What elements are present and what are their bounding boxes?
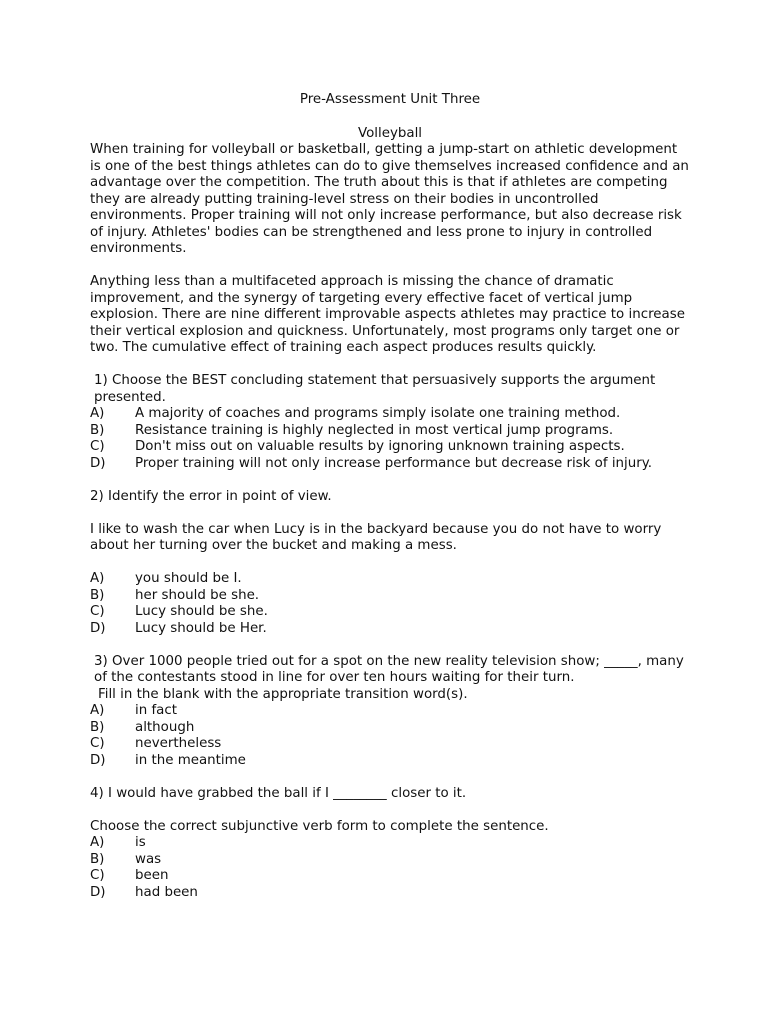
- option-text: nevertheless: [135, 736, 222, 751]
- option-text: Lucy should be she.: [135, 604, 268, 619]
- question-1-option-b: [90, 423, 690, 440]
- question-2-sentence: I like to wash the car when Lucy is in the backyard because you do not have to worry about her turning over the bucket and making a mess.: [90, 521, 662, 553]
- option-text: you should be I.: [135, 571, 242, 586]
- option-letter: A): [90, 835, 105, 850]
- question-2-option-a: [90, 571, 690, 588]
- question-1-option-c: [90, 439, 690, 456]
- option-text: Lucy should be Her.: [135, 620, 267, 636]
- option-letter: D): [90, 752, 106, 768]
- option-text: although: [135, 719, 195, 735]
- option-letter: D): [90, 620, 106, 636]
- document-content: [90, 92, 690, 901]
- option-letter: C): [90, 868, 105, 883]
- option-letter: B): [90, 422, 105, 438]
- question-3-option-d: [90, 753, 690, 770]
- question-4-option-d: [90, 885, 690, 902]
- passage-paragraph-2: Anything less than a multifaceted approach is missing the chance of dramatic improvement, and the synergy of targeting every effective facet of vertical jump explosion. There are nine different improvable aspects athletes may practice to increase their vertical explosion and quickness. Unfortunately, most programs only target one or two. The cumulative effect of training each aspect produces results quickly.: [90, 274, 685, 355]
- option-text: Proper training will not only increase performance but decrease risk of injury.: [135, 455, 653, 471]
- question-3-option-b: [90, 720, 690, 737]
- question-4-instruction: Choose the correct subjunctive verb form to complete the sentence.: [90, 818, 549, 834]
- option-text: her should be she.: [135, 587, 260, 603]
- option-letter: B): [90, 587, 105, 603]
- option-text: was: [135, 851, 162, 867]
- question-1-option-a: [90, 406, 690, 423]
- question-4-option-c: [90, 868, 690, 885]
- option-letter: C): [90, 604, 105, 619]
- option-letter: A): [90, 571, 105, 586]
- question-4-option-a: [90, 835, 690, 852]
- option-letter: A): [90, 703, 105, 718]
- option-letter: A): [90, 406, 105, 421]
- option-letter: D): [90, 455, 106, 471]
- page-title: Pre-Assessment Unit Three: [299, 92, 481, 107]
- option-text: in fact: [135, 703, 177, 718]
- option-text: in the meantime: [135, 752, 246, 768]
- passage-paragraph-1: When training for volleyball or basketball, getting a jump-start on athletic development is one of the best things athletes can do to give themselves increased confidence and an advantage over the competition. The truth about this is that if athletes are competing they are already putting training-level stress on their bodies in uncontrolled environments. Proper training will not only increase performance, but also decrease risk of injury. Athletes' bodies can be strengthened and less prone to injury in controlled environments.: [90, 142, 689, 256]
- question-4-prompt: 4) I would have grabbed the ball if I ________ closer to it.: [90, 785, 467, 801]
- question-2-option-c: [90, 604, 690, 621]
- option-letter: D): [90, 884, 106, 900]
- option-letter: C): [90, 736, 105, 751]
- question-4-option-b: [90, 852, 690, 869]
- option-text: Resistance training is highly neglected in most vertical jump programs.: [135, 422, 614, 438]
- option-text: A majority of coaches and programs simply isolate one training method.: [135, 406, 621, 421]
- passage-title: Volleyball: [357, 125, 423, 141]
- option-letter: B): [90, 719, 105, 735]
- option-text: Don't miss out on valuable results by ignoring unknown training aspects.: [135, 439, 625, 454]
- question-3-prompt: 3) Over 1000 people tried out for a spot on the new reality television show; _____, many of the contestants stood in line for over ten hours waiting for their turn.: [94, 653, 684, 685]
- question-3-option-a: [90, 703, 690, 720]
- option-letter: B): [90, 851, 105, 867]
- question-2-prompt: 2) Identify the error in point of view.: [90, 488, 332, 504]
- question-2-option-b: [90, 588, 690, 605]
- option-text: is: [135, 835, 146, 850]
- question-2-option-d: [90, 621, 690, 638]
- option-letter: C): [90, 439, 105, 454]
- question-3-instruction: Fill in the blank with the appropriate transition word(s).: [98, 686, 468, 702]
- question-1-option-d: [90, 456, 690, 473]
- option-text: had been: [135, 884, 198, 900]
- question-1-prompt: 1) Choose the BEST concluding statement that persuasively supports the argument presented.: [94, 373, 656, 405]
- option-text: been: [135, 868, 169, 883]
- question-3-option-c: [90, 736, 690, 753]
